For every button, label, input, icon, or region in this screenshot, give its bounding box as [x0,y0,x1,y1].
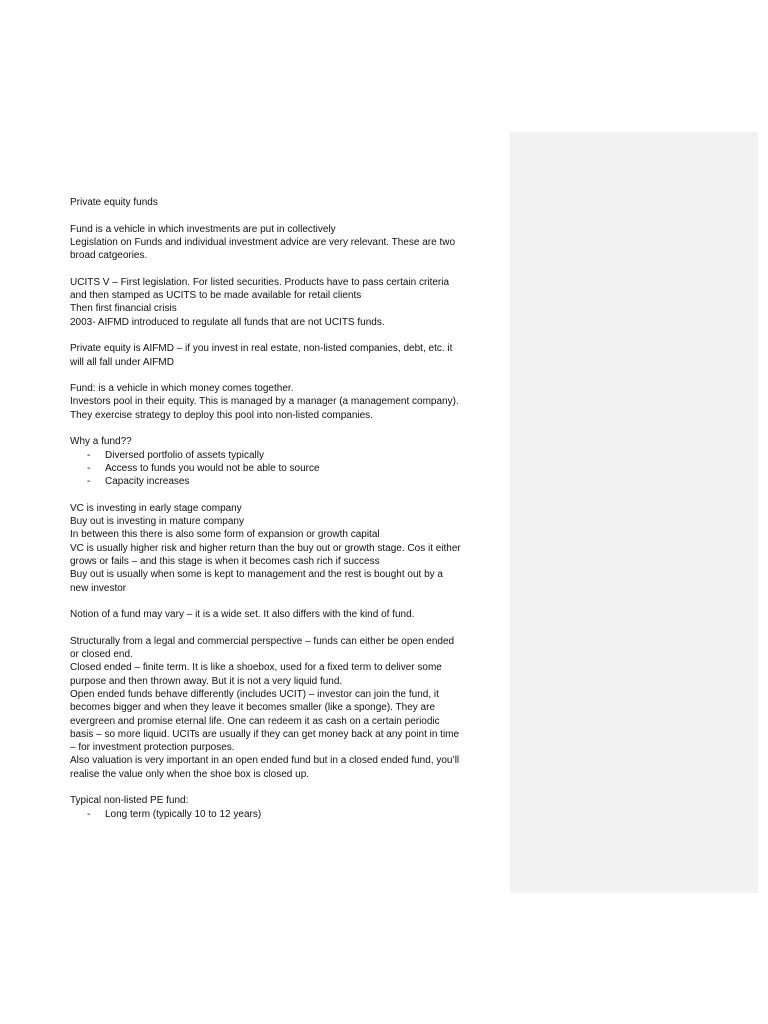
bullet-list [70,808,506,821]
bullet-marker: - [87,808,91,820]
text-line: Buy out is usually when some is kept to management and the rest is bought out by a [70,569,443,581]
text-line: Structurally from a legal and commercial perspective – funds can either be open ended [70,635,455,647]
text-line: becomes bigger and when they leave it becomes smaller (like a sponge). They are [70,702,436,714]
paragraph [70,342,506,369]
text-line: will all fall under AIFMD [70,356,174,368]
text-line: Investors pool in their equity. This is managed by a manager (a management company). [70,396,459,408]
text-line: Then first financial crisis [70,303,177,315]
bullet-marker: - [87,449,91,461]
text-line: Also valuation is very important in an open ended fund but in a closed ended fund, you’ll [70,755,460,767]
text-line: purpose and then thrown away. But it is not a very liquid fund. [70,675,343,687]
text-line: – for investment protection purposes. [70,742,235,754]
list-intro: Typical non-listed PE fund: [70,795,189,807]
text-line: Buy out is investing in mature company [70,516,244,528]
paragraph [70,276,506,329]
list-item [70,475,506,488]
text-line: broad catgeories. [70,250,148,262]
text-line: They exercise strategy to deploy this pool into non-listed companies. [70,409,373,421]
text-line: new investor [70,582,127,594]
list-item [70,449,506,462]
bullet-marker: - [87,476,91,488]
text-line: 2003- AIFMD introduced to regulate all funds that are not UCITS funds. [70,316,385,328]
text-line: Fund: is a vehicle in which money comes together. [70,383,294,395]
text-line: basis – so more liquid. UCITs are usually if they can get money back at any point in time [70,728,460,740]
text-line: grows or fails – and this stage is when it becomes cash rich if success [70,556,380,568]
text-line: Closed ended – finite term. It is like a shoebox, used for a fixed term to deliver some [70,662,442,674]
list-item [70,808,506,821]
paragraph [70,635,506,781]
text-line: VC is usually higher risk and higher return than the buy out or growth stage. Cos it either [70,542,461,554]
list-item-text: Diversed portfolio of assets typically [105,449,264,461]
text-line: realise the value only when the shoe box is closed up. [70,768,310,780]
text-line: Fund is a vehicle in which investments are put in collectively [70,223,336,235]
list-item-text: Capacity increases [105,476,190,488]
paragraph [70,608,506,621]
text-line: Open ended funds behave differently (includes UCIT) – investor can join the fund, it [70,688,439,700]
text-line: Private equity funds [70,197,158,208]
list-item-text: Long term (typically 10 to 12 years) [105,808,262,820]
document-title [70,196,506,209]
text-line: Notion of a fund may vary – it is a wide set. It also differs with the kind of fund. [70,609,415,621]
text-line: evergreen and promise eternal life. One can redeem it as cash on a certain periodic [70,715,440,727]
paragraph [70,382,506,422]
text-line: In between this there is also some form of expansion or growth capital [70,529,380,541]
list-intro: Why a fund?? [70,436,132,448]
text-line: UCITS V – First legislation. For listed securities. Products have to pass certain criteria [70,276,450,288]
text-line: or closed end. [70,649,133,661]
text-line: VC is investing in early stage company [70,502,242,514]
comment-pane [510,132,758,893]
text-line: and then stamped as UCITS to be made available for retail clients [70,290,362,302]
paragraph [70,502,506,595]
text-line: Legislation on Funds and individual investment advice are very relevant. These are two [70,236,456,248]
list-item [70,462,506,475]
paragraph [70,223,506,263]
bullet-list [70,449,506,489]
text-line: Private equity is AIFMD – if you invest in real estate, non-listed companies, debt, etc. it [70,343,453,355]
bullet-marker: - [87,462,91,474]
list-item-text: Access to funds you would not be able to source [105,462,320,474]
document-body [70,196,506,834]
